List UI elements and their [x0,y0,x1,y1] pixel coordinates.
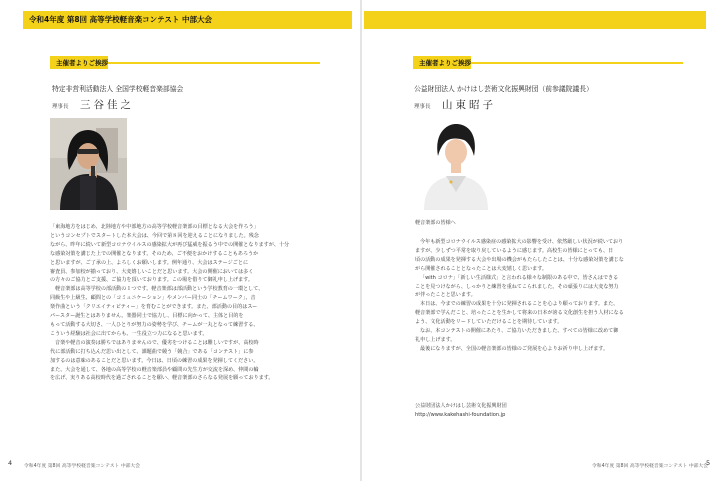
body-line: 礼申し上げます。 [415,336,456,343]
body-line: 頃の活動の成果を発揮する大会や出場の機会がもたらしたことは、十分な感染対策を講じな [415,256,624,263]
body-line: 「with コロナ」「新しい生活様式」と言われる様々な制限のある中で、皆さんはできる [420,274,619,281]
body-line: 「東海地方をはじめ、北陸地方や中部地方の高等学校軽音楽部の目標となる大会を作ろう」 [50,224,259,230]
body-line: の方々のご協力とご支援、ご協力を頂いております。この場を借りて御礼申し上げます。 [50,277,253,284]
page-footer: 令和4年度 第8回 高等学校軽音楽コンテスト 中部大会 [24,464,141,469]
person-name: 三谷佳之 [80,99,134,111]
body-line: 軽音楽部は高等学校の部活動の１つです。軽音楽部は部活動という学校教育の一環として、 [55,286,264,293]
greeting-body [50,223,289,383]
page-number: 4 [8,459,13,467]
body-line: ますが、少しずつ平常を取り戻しているように感じます。高校生の皆様にとっても、日 [415,247,614,254]
body-line: よう、文化活動をリードしていただけることを期待しています。 [415,319,563,326]
role-title: 理事長 [52,104,69,110]
header-title: 令和4年度 第8回 高等学校軽音楽コンテスト 中部大会 [29,15,212,24]
organization-name: 特定非営利活動法人 全国学校軽音楽部協会 [52,85,184,93]
body-line: と思いますが、ご了承の上、よろしくお願いします。例年通り、大会はステージごとに [50,259,249,266]
header-band [23,11,352,29]
body-line: また、大会を通して、各地の高等学校の軽音楽部員や顧問の先生方が交流を深め、仲間の輪 [50,366,259,373]
header-band [364,11,706,29]
section-label: 主催者よりご挨拶 [56,59,108,67]
salutation-text: 軽音楽部の皆様へ [415,220,456,226]
body-line: パースター誕生とはありません。楽器同士で協力し、目標に向かって、主体と目的を [50,313,244,320]
body-line: ことを見つけながら、しっかりと練習を重ねてこられました。その頑張りには大変な努力 [415,283,619,290]
speaker-photo [420,120,492,210]
body-line: がら開催されることとなったことは大変嬉しく思います。 [415,265,548,272]
salutation [415,219,456,228]
body-line: 代に部活動に打ち込んだ思い出として、課題曲で競う「競合」である「コンテスト」に参 [50,348,254,355]
body-line: 加するのは意味のあることだと思います。今日は、日頃の練習の成果を発揮してください。 [50,357,259,364]
body-line: 本日は、今までの練習の成果を十分に発揮されることを心より願っております。また、 [420,301,619,308]
body-line: 音楽や軽音の演奏は勝ちではありませんので、優劣をつけることは難しいですが、高校時 [55,339,259,346]
speaker-photo [50,118,127,210]
body-line: こういう経験は社会に出てからも、一生役立つ力になると思います。 [50,330,208,337]
body-line: ながら、昨年に続いて新型コロナウイルスの感染拡大が再び猛威を振るう中での開催となりますが、十分 [50,241,290,248]
body-line: というコンセプトでスタートした本大会は、今回で第８回を迎えることになりました。残念 [50,232,259,239]
page-footer: 令和4年度 第8回 高等学校軽音楽コンテスト 中部大会 [592,464,709,469]
section-label: 主催者よりご挨拶 [419,59,471,67]
right-page [362,0,723,481]
page-number: 5 [706,459,711,467]
section-chip [50,56,108,69]
body-line: 軽音楽部で学んだこと、培ったことを生かして将来の日本が誇る文化創生を担う人材になる [415,310,624,317]
section-heading [50,56,320,69]
body-line: 審査員、参加校が揃っており、大変嬉しいことだと思います。大会の開催においては多く [50,268,254,275]
body-line: 同級生や上級生、顧問との「コミュニケーション」やメンバー同士の「チームワーク」、音 [50,295,256,302]
section-divider [108,62,320,64]
section-heading [413,56,683,69]
body-line: な感染対策を講じた上での開催となります。そのため、ご不便をおかけすることもあろうか [50,250,259,257]
body-line: 今年も新型コロナウイルス感染症の感染拡大の影響を受け、依然厳しい状況が続いており [420,239,624,245]
role-title: 理事長 [414,104,431,110]
body-line: 楽作曲という「クリエイティビティー」を育むことができます。また、部活動の目的はスー [50,304,258,311]
foundation-name: 公益財団法人かけはし芸術文化振興財団 [415,403,507,409]
person-name: 山東昭子 [442,99,496,111]
body-line: なお、本コンテストの開催にあたり、ご協力いただきました、すべての皆様に改めて御 [420,328,619,335]
body-line: を広げ、実りある高校時代を過ごされることを願い、軽音楽部のさらなる発展を願っております。 [50,375,274,382]
organization-name: 公益財団法人 かけはし芸術文化振興財団（前参議院議長） [414,85,593,93]
body-line: が伴ったことと思います。 [415,292,476,299]
left-page [0,0,361,481]
section-divider [471,62,683,64]
body-line: 最後になりますが、全国の軽音楽部の皆様のご発展を心よりお祈り申し上げます。 [420,345,609,352]
greeting-body [415,238,624,354]
foundation-url: http://www.kakehashi-foundation.jp [415,411,506,418]
section-chip [413,56,471,69]
body-line: もって活動する大切さ、一人ひとりが努力の姿勢を学び、チームが一丸となって練習する、 [50,321,259,328]
foundation-info [415,402,507,420]
